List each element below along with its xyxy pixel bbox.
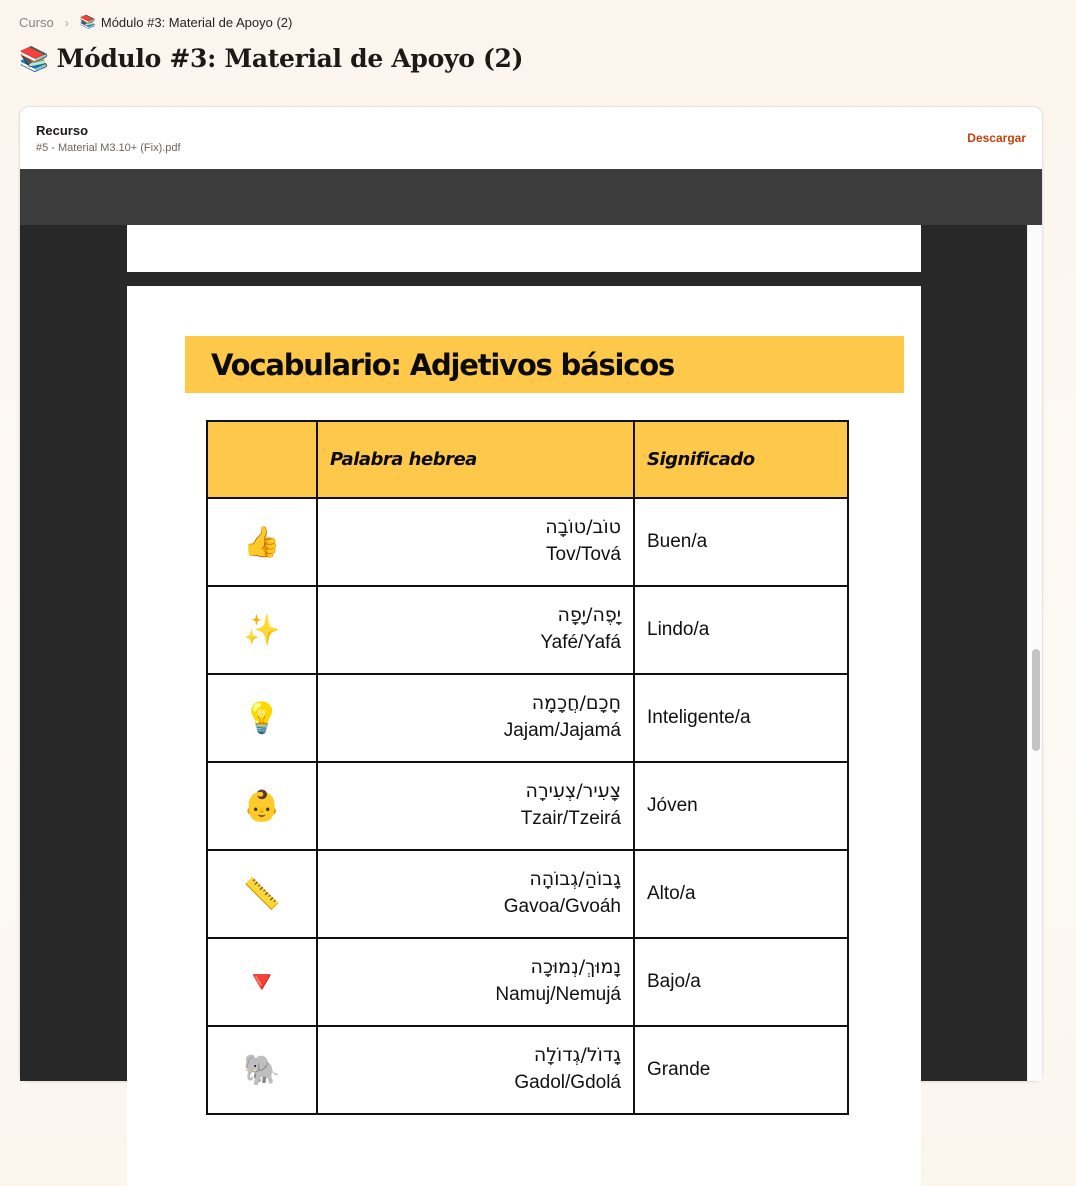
pdf-scrollbar[interactable] xyxy=(1027,225,1042,1081)
resource-card-header xyxy=(20,107,1042,169)
page-title-text: Módulo #3: Material de Apoyo (2) xyxy=(56,44,524,73)
breadcrumb-curso-link[interactable]: Curso xyxy=(19,15,54,30)
breadcrumb-current xyxy=(80,15,293,30)
table-row xyxy=(207,1026,848,1114)
meaning: Grande xyxy=(634,1026,848,1114)
transliteration: Gadol/Gdolá xyxy=(514,1072,621,1093)
transliteration: Jajam/Jajamá xyxy=(503,720,621,741)
document-heading: Vocabulario: Adjetivos básicos xyxy=(185,336,904,393)
table-row xyxy=(207,586,848,674)
breadcrumb xyxy=(19,15,292,30)
hebrew-word: גָבוֹהַ/גְבוֹהָה xyxy=(529,868,621,890)
meaning: Lindo/a xyxy=(634,586,848,674)
header-hebrew-word: Palabra hebrea xyxy=(317,421,634,498)
thumbs-up-icon: 👍 xyxy=(243,524,281,560)
hebrew-word: גָדוֹל/גְדוֹלָה xyxy=(533,1044,621,1066)
table-header-row xyxy=(207,421,848,498)
down-triangle-icon: 🔻 xyxy=(243,964,281,1000)
pdf-viewer-toolbar xyxy=(20,169,1042,225)
meaning: Inteligente/a xyxy=(634,674,848,762)
pdf-page-previous xyxy=(127,225,921,272)
breadcrumb-current-label: Módulo #3: Material de Apoyo (2) xyxy=(100,15,293,30)
ruler-icon: 📏 xyxy=(243,876,281,912)
vocabulary-table xyxy=(206,420,849,1115)
table-row xyxy=(207,674,848,762)
resource-filename: #5 - Material M3.10+ (Fix).pdf xyxy=(36,141,181,154)
resource-card xyxy=(19,106,1043,1093)
baby-icon: 👶 xyxy=(243,788,281,824)
header-meaning: Significado xyxy=(634,421,848,498)
pdf-page xyxy=(127,286,921,1186)
table-row xyxy=(207,938,848,1026)
hebrew-word: טוֹב/טוֹבָה xyxy=(545,516,621,538)
pdf-viewer[interactable] xyxy=(20,225,1027,1093)
table-row xyxy=(207,762,848,850)
resource-label: Recurso xyxy=(36,122,89,138)
chevron-right-icon: › xyxy=(64,15,69,30)
meaning: Jóven xyxy=(634,762,848,850)
sparkles-icon: ✨ xyxy=(243,612,281,648)
hebrew-word: יָפֶה/יָפָה xyxy=(557,604,621,626)
elephant-icon: 🐘 xyxy=(243,1052,281,1088)
table-row xyxy=(207,850,848,938)
page-title xyxy=(19,44,523,73)
header-icon-column xyxy=(207,421,317,498)
meaning: Bajo/a xyxy=(634,938,848,1026)
books-icon: 📚 xyxy=(19,44,49,73)
books-icon: 📚 xyxy=(79,15,96,30)
transliteration: Yafé/Yafá xyxy=(540,632,621,653)
meaning: Buen/a xyxy=(634,498,848,586)
scrollbar-thumb[interactable] xyxy=(1032,649,1040,751)
transliteration: Tzair/Tzeirá xyxy=(520,808,621,829)
meaning: Alto/a xyxy=(634,850,848,938)
light-bulb-icon: 💡 xyxy=(243,700,281,736)
resource-info xyxy=(36,123,181,154)
transliteration: Gavoa/Gvoáh xyxy=(503,896,621,917)
download-link[interactable]: Descargar xyxy=(967,131,1026,145)
transliteration: Namuj/Nemujá xyxy=(495,984,621,1005)
hebrew-word: נָמוּךְ/נְמוּכָה xyxy=(530,956,621,978)
table-row xyxy=(207,498,848,586)
hebrew-word: צָעִיר/צְעִירָה xyxy=(525,780,621,802)
transliteration: Tov/Tová xyxy=(546,544,621,565)
hebrew-word: חָכָם/חֲכָמָה xyxy=(531,692,621,714)
